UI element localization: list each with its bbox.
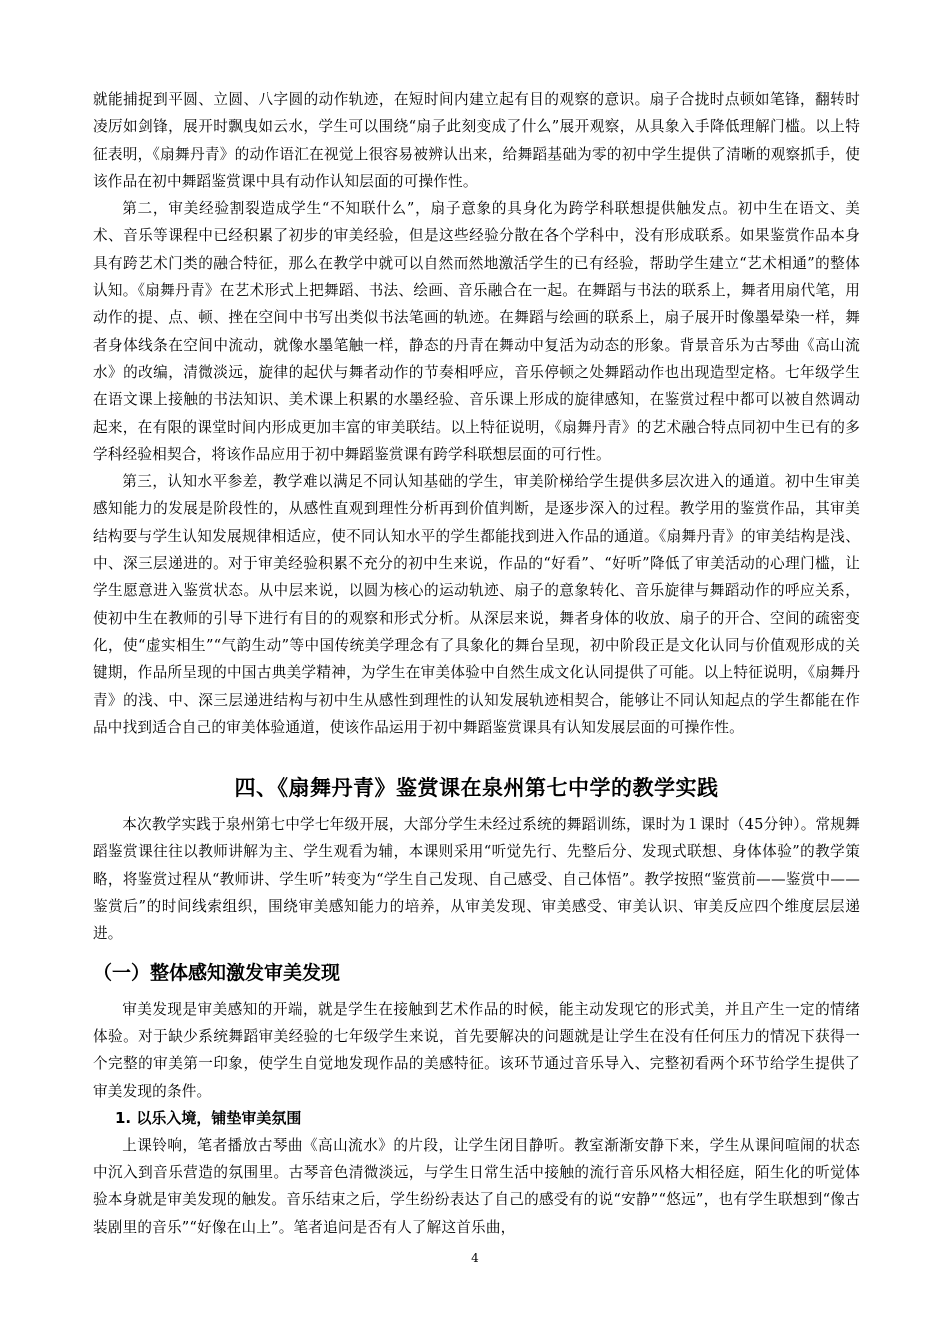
body-paragraph-final: 上课铃响，笔者播放古琴曲《高山流水》的片段，让学生闭目静听。教室渐渐安静下来，学生从课间喧闹的状态中沉入到音乐营造的氛围里。古琴音色清微淡远，与学生日常生活中接触的流行音乐风格大相径庭，陌生化的听觉体验本身就是审美发现的触发。音乐结束之后，学生纷纷表达了自己的感受有的说“安静”“悠远”，也有学生联想到“像古装剧里的音乐”“好像在山上”。笔者追问是否有人了解这首乐曲， (93, 1136, 860, 1236)
subsection-heading: （一）整体感知激发审美发现 (93, 961, 341, 984)
subsubsection-heading: 1. 以乐入境，铺垫审美氛围 (115, 1108, 302, 1127)
page-content (93, 86, 860, 1241)
section-intro-paragraph: 本次教学实践于泉州第七中学七年级开展，大部分学生未经过系统的舞蹈训练，课时为１课时（45分钟）。常规舞蹈鉴赏课往往以教师讲解为主、学生观看为辅，本课则采用“听觉先行、先整后分、发现式联想、身体体验”的教学策略，将鉴赏过程从“教师讲、学生听”转变为“学生自己发现、自己感受、自己体悟”。教学按照“鉴赏前——鉴赏中——鉴赏后”的时间线索组织，围绕审美感知能力的培养，从审美发现、审美感受、审美认识、审美反应四个维度层层递进。 (93, 816, 860, 943)
paragraph-second-point: 第二，审美经验割裂造成学生“不知联什么”，扇子意象的具身化为跨学科联想提供触发点。初中生在语文、美术、音乐等课程中已经积累了初步的审美经验，但是这些经验分散在各个学科中，没有形成联系。如果鉴赏作品本身具有跨艺术门类的融合特征，那么在教学中就可以自然而然地激活学生的已有经验，帮助学生建立“艺术相通”的整体认知。《扇舞丹青》在艺术形式上把舞蹈、书法、绘画、音乐融合在一起。在舞蹈与书法的联系上，舞者用扇代笔，用动作的提、点、顿、挫在空间中书写出类似书法笔画的轨迹。在舞蹈与绘画的联系上，扇子展开时像墨晕染一样，舞者身体线条在空间中流动，就像水墨笔触一样，静态的丹青在舞动中复活为动态的形象。背景音乐为古琴曲《高山流水》的改编，清微淡远，旋律的起伏与舞者动作的节奏相呼应，音乐停顿之处舞蹈动作也出现造型定格。七年级学生在语文课上接触的书法知识、美术课上积累的水墨经验、音乐课上形成的旋律感知，在鉴赏过程中都可以被自然调动起来，在有限的课堂时间内形成更加丰富的审美联结。以上特征说明，《扇舞丹青》的艺术融合特点同初中生已有的多学科经验相契合，将该作品应用于初中舞蹈鉴赏课有跨学科联想层面的可行性。 (93, 200, 860, 463)
subsection-intro-paragraph: 审美发现是审美感知的开端，就是学生在接触到艺术作品的时候，能主动发现它的形式美，并且产生一定的情绪体验。对于缺少系统舞蹈审美经验的七年级学生来说，首先要解决的问题就是让学生在没有任何压力的情况下获得一个完整的审美第一印象，使学生自觉地发现作品的美感特征。该环节通过音乐导入、完整初看两个环节给学生提供了审美发现的条件。 (93, 1000, 860, 1100)
paragraph-continuation: 就能捕捉到平圆、立圆、八字圆的动作轨迹，在短时间内建立起有目的观察的意识。扇子合拢时点顿如笔锋，翻转时凌厉如剑锋，展开时飘曳如云水，学生可以围绕“扇子此刻变成了什么”展开观察，从具象入手降低理解门槛。以上特征表明，《扇舞丹青》的动作语汇在视觉上很容易被辨认出来，给舞蹈基础为零的初中学生提供了清晰的观察抓手，使该作品在初中舞蹈鉴赏课中具有动作认知层面的可操作性。 (93, 91, 860, 190)
page-number: 4 (471, 1251, 479, 1265)
section-heading: 四、《扇舞丹青》鉴赏课在泉州第七中学的教学实践 (234, 776, 719, 801)
paragraph-third-point: 第三，认知水平参差，教学难以满足不同认知基础的学生，审美阶梯给学生提供多层次进入的通道。初中生审美感知能力的发展是阶段性的，从感性直观到理性分析再到价值判断，是逐步深入的过程。教学用的鉴赏作品，其审美结构要与学生认知发展规律相适应，使不同认知水平的学生都能找到进入作品的通道。《扇舞丹青》的审美结构是浅、中、深三层递进的。对于审美经验积累不充分的初中生来说，作品的“好看”、“好听”降低了审美活动的心理门槛，让学生愿意进入鉴赏状态。从中层来说，以圆为核心的运动轨迹、扇子的意象转化、音乐旋律与舞蹈动作的呼应关系，使初中生在教师的引导下进行有目的的观察和形式分析。从深层来说，舞者身体的收放、扇子的开合、空间的疏密变化，使“虚实相生”“气韵生动”等中国传统美学理念有了具象化的舞台呈现，初中阶段正是文化认同与价值观形成的关键期，作品所呈现的中国古典美学精神，为学生在审美体验中自然生成文化认同提供了可能。以上特征说明，《扇舞丹青》的浅、中、深三层递进结构与初中生从感性到理性的认知发展轨迹相契合，能够让不同认知起点的学生都能在作品中找到适合自己的审美体验通道，使该作品运用于初中舞蹈鉴赏课具有认知发展层面的可操作性。 (93, 473, 860, 736)
